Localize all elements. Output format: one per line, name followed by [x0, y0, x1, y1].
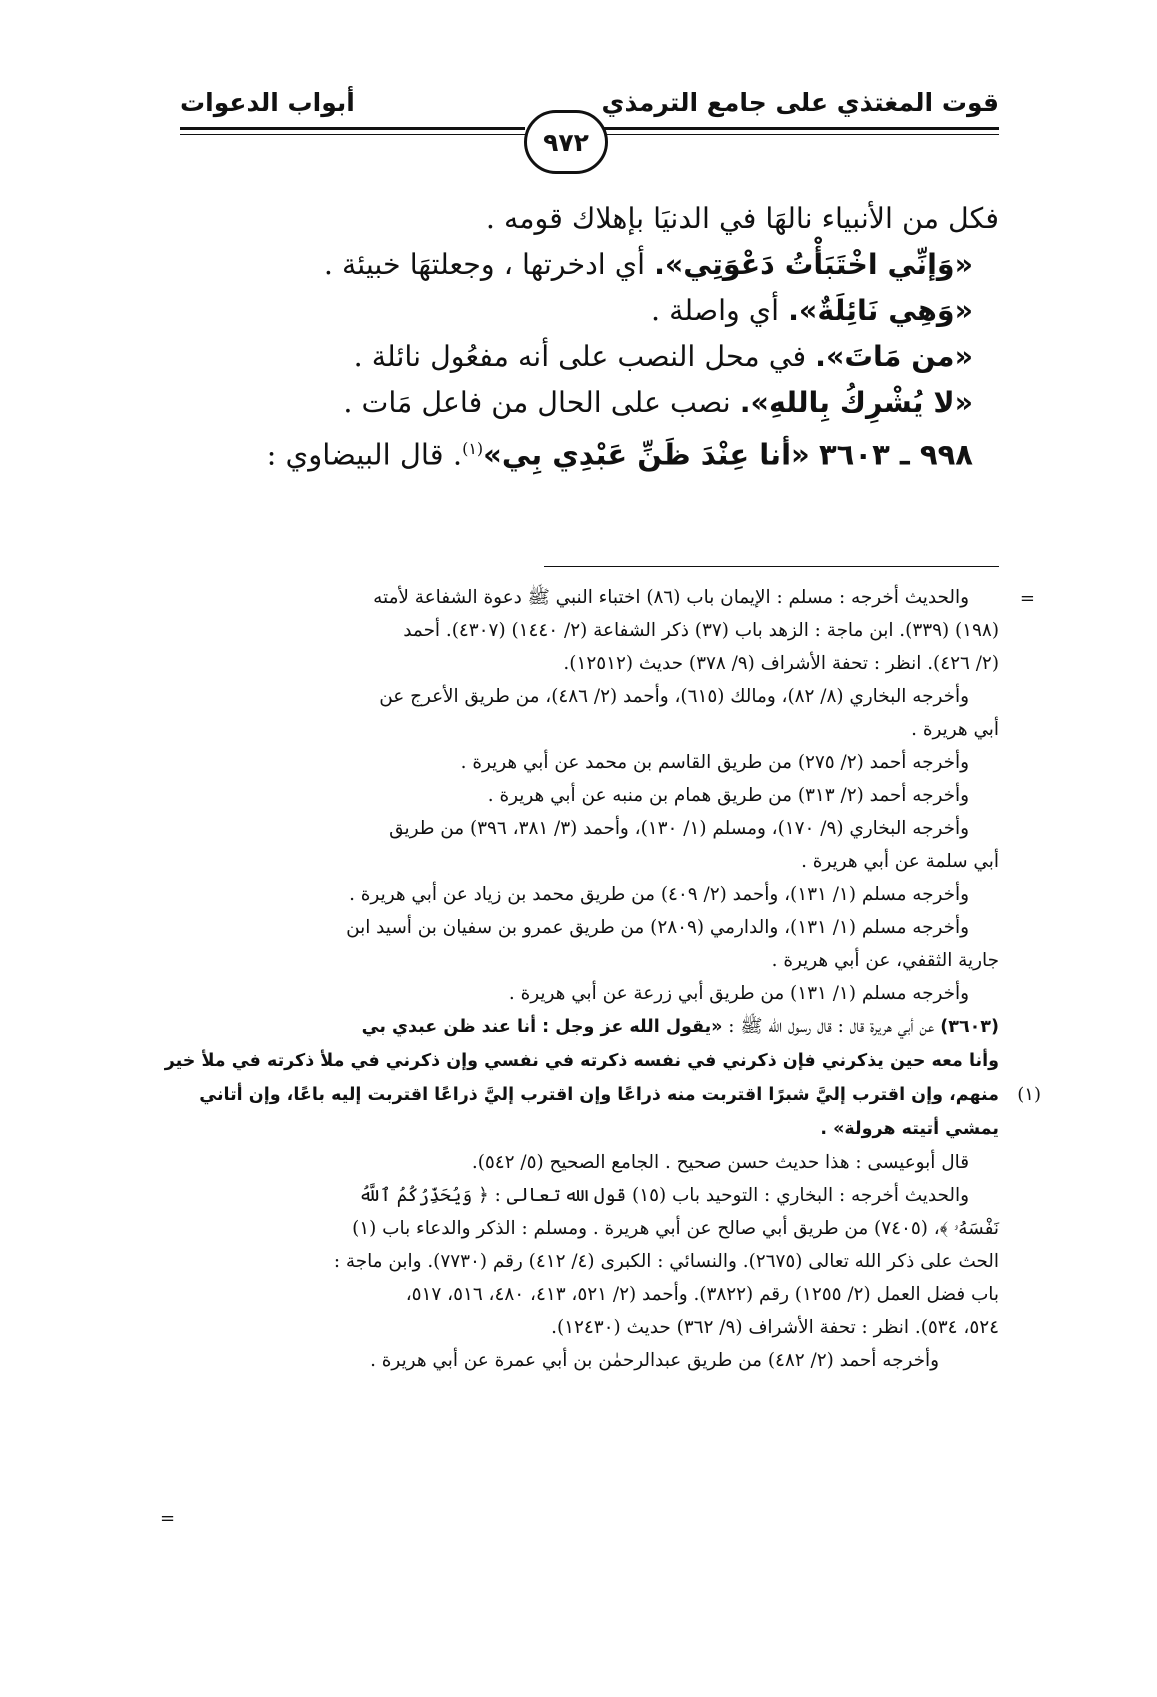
footnote-line: [149, 1010, 999, 1044]
main-line: [159, 334, 999, 380]
footnote-line: أبي سلمة عن أبي هريرة .: [801, 851, 999, 872]
footnote-line: (١٩٨) (٣٣٩). ابن ماجة : الزهد باب (٣٧) ذكر الشفاعة (٢/ ١٤٤٠) (٤٣٠٧). أحمد: [403, 620, 999, 641]
main-line-text: فكل من الأنبياء نالهَا في الدنيَا بإهلاك قومه .: [485, 202, 999, 235]
footnote-line: باب فضل العمل (٢/ ١٢٥٥) رقم (٣٨٢٢). وأحمد (٢/ ٥٢١، ٤١٣، ٤٨٠، ٥١٦، ٥١٧،: [405, 1284, 999, 1305]
footnote-line: ٥٢٤، ٥٣٤). انظر : تحفة الأشراف (٩/ ٣٦٢) حديث (١٢٤٣٠).: [551, 1317, 999, 1338]
commentary: . قال البيضاوي :: [266, 437, 463, 472]
footnote-line: وأخرجه أحمد (٢/ ٢٧٥) من طريق القاسم بن محمد عن أبي هريرة .: [460, 752, 969, 773]
quoted-phrase: «لا يُشْرِكُ بِاللهِ».: [739, 386, 973, 419]
footnote-line: وأخرجه البخاري (٩/ ١٧٠)، ومسلم (١/ ١٣٠)، وأحمد (٣/ ٣٨١، ٣٩٦) من طريق: [389, 818, 969, 839]
footnote-line: وأخرجه أحمد (٢/ ٣١٣) من طريق همام بن منبه عن أبي هريرة .: [487, 785, 969, 806]
footnote-line: الحث على ذكر الله تعالى (٢٦٧٥). والنسائي : الكبرى (٤/ ٤١٢) رقم (٧٧٣٠). وابن ماجة :: [333, 1251, 999, 1272]
main-line: [159, 242, 999, 288]
continuation-mark: =: [160, 1508, 176, 1529]
header-rule-left: [180, 127, 525, 130]
footnote-line: وأخرجه أحمد (٢/ ٤٨٢) من طريق عبدالرحمٰن بن أبي عمرة عن أبي هريرة .: [370, 1350, 939, 1371]
quoted-phrase: «وَإنِّي اخْتَبَأْتُ دَعْوَتِي».: [654, 248, 973, 281]
header-rule-right: [559, 127, 999, 130]
commentary: نصب على الحال من فاعل مَات .: [343, 386, 740, 419]
footnote-line: وأخرجه مسلم (١/ ١٣١) من طريق أبي زرعة عن أبي هريرة .: [508, 983, 969, 1004]
footnote-line: نَفْسَهُۥ ﴾، (٧٤٠٥) من طريق أبي صالح عن أبي هريرة . ومسلم : الذكر والدعاء باب (١): [352, 1218, 999, 1239]
hadith-text: «يقول الله عز وجل : أنا عند ظن عبدي بي: [361, 1017, 723, 1037]
main-line: [159, 196, 999, 242]
footnote-line: جارية الثقفي، عن أبي هريرة .: [771, 950, 999, 971]
footnote-line: وأخرجه مسلم (١/ ١٣١)، وأحمد (٢/ ٤٠٩) من طريق محمد بن زياد عن أبي هريرة .: [349, 884, 969, 905]
footnote-line: [149, 1112, 999, 1146]
footnote-line: [149, 1078, 999, 1112]
footnotes: [149, 581, 999, 1377]
hadith-heading: [159, 426, 999, 478]
book-title: قوت المغتذي على جامع الترمذي: [601, 88, 999, 117]
footnote-line: [149, 1044, 999, 1078]
footnote-marker: (١): [1017, 1084, 1041, 1105]
footnote-line: قال أبوعيسى : هذا حديث حسن صحيح . الجامع الصحيح (٥/ ٥٤٢).: [471, 1152, 969, 1173]
hadith-text: يمشي أتيته هرولة» .: [820, 1119, 999, 1139]
footnote-ref: (١): [462, 439, 484, 458]
footnote-line: أبي هريرة .: [911, 719, 999, 740]
footnote-line: والحديث أخرجه : مسلم : الإيمان باب (٨٦) اختباء النبي ﷺ دعوة الشفاعة لأمته: [373, 587, 969, 608]
footnote-line: وأخرجه مسلم (١/ ١٣١)، والدارمي (٢٨٠٩) من طريق عمرو بن سفيان بن أسيد ابن: [346, 917, 969, 938]
continuation-mark: =: [1019, 588, 1035, 609]
quoted-phrase: «أنا عِنْدَ ظَنِّ عَبْدِي بِي»: [483, 437, 810, 472]
commentary: أي ادخرتها ، وجعلتهَا خبيئة .: [323, 248, 655, 281]
section-title: أبواب الدعوات: [180, 88, 355, 117]
footnote-separator: [544, 566, 999, 567]
quoted-phrase: «من مَاتَ».: [815, 340, 973, 373]
header-rule-right-thin: [559, 134, 999, 135]
main-line: [159, 288, 999, 334]
commentary: في محل النصب على أنه مفعُول نائلة .: [353, 340, 816, 373]
footnote-text: عن أبي هريرة قال : قال رسول الله ﷺ :: [722, 1016, 941, 1037]
footnote-line: (٢/ ٤٢٦). انظر : تحفة الأشراف (٩/ ٣٧٨) حديث (١٢٥١٢).: [563, 653, 999, 674]
hadith-number: (٣٦٠٣): [940, 1017, 999, 1037]
main-line: [159, 380, 999, 426]
quoted-phrase: «وَهِي نَائِلَةٌ».: [788, 294, 973, 327]
page-number: ٩٧٢: [524, 110, 608, 174]
main-text: [159, 196, 999, 478]
hadith-number: ٩٩٨ ـ ٣٦٠٣: [818, 437, 973, 472]
footnote-line: والحديث أخرجه : البخاري : التوحيد باب (١٥) قول الله تعالى : ﴿ وَيُحَذِّرُكُمُ ٱللَّهُ: [358, 1185, 969, 1206]
footnote-line: وأخرجه البخاري (٨/ ٨٢)، ومالك (٦١٥)، وأحمد (٢/ ٤٨٦)، من طريق الأعرج عن: [379, 686, 969, 707]
hadith-text: منهم، وإن اقترب إليَّ شبرًا اقتربت منه ذراعًا وإن اقترب إليَّ ذراعًا اقتربت إليه باعًا، وإن أتاني: [199, 1085, 999, 1105]
hadith-text: وأنا معه حين يذكرني فإن ذكرني في نفسه ذكرته في نفسي وإن ذكرني في ملأ ذكرته في ملأ خير: [164, 1051, 999, 1071]
header-rule-left-thin: [180, 134, 525, 135]
commentary: أي واصلة .: [651, 294, 789, 327]
